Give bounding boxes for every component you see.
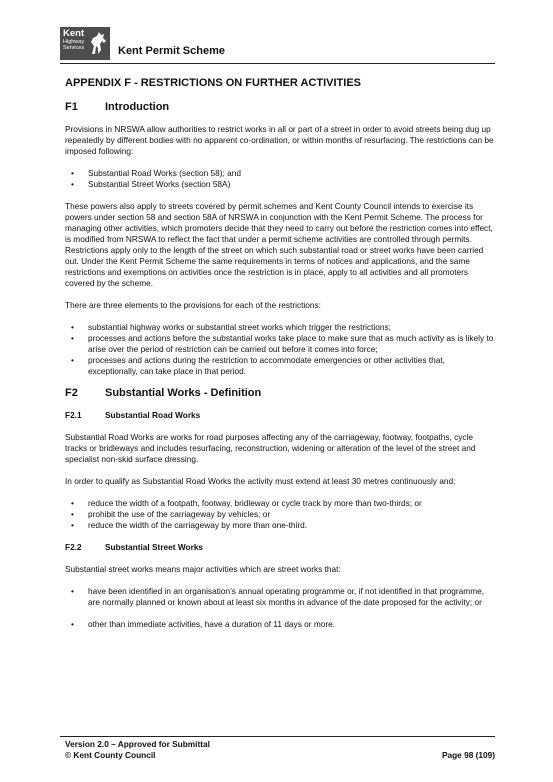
bullet-list: [65, 168, 495, 190]
section-heading-f2: [65, 388, 495, 399]
paragraph: Substantial street works means major activities which are street works that:: [65, 564, 341, 574]
kent-highway-services-logo: [60, 27, 110, 60]
list-item: [65, 586, 495, 608]
logo-text-services: Services: [63, 45, 85, 51]
subsection-number: F2.1: [65, 410, 82, 420]
footer-copyright: © Kent County Council: [65, 750, 156, 760]
logo-text-highway: Highway: [63, 39, 85, 45]
footer-page-number: Page 98 (109): [441, 750, 495, 760]
subsection-title: Substantial Street Works: [105, 542, 204, 552]
list-item-text: have been identified in an organisation’s annual operating programme or, if not identified in that programme, are normally planned or known about at least six months in advance of the date proposed for the activity; or: [88, 586, 485, 607]
bullet-list: [65, 322, 495, 377]
list-item: [65, 322, 495, 333]
list-item-text: processes and actions during the restriction to accommodate emergencies or other activities that, exceptionally, can take place in that period.: [88, 355, 445, 376]
list-item-text: other than immediate activities, have a duration of 11 days or more.: [88, 619, 336, 629]
paragraph: These powers also apply to streets covered by permit schemes and Kent County Council intends to exercise its powers under section 58 and section 58A of NRSWA in conjunction with the Kent Permit Scheme. The process for managing other activities, which promoters decide that they need to carry out before the restriction comes into effect, is modified from NRSWA to reflect the fact that under a permit scheme activities are controlled through permits. Restrictions apply only to the length of the street on which such substantial road or street works have been carried out. Under the Kent Permit Scheme the same requirements in terms of notices and applications, and the same restrictions and exemptions on activities once the restriction is in place, apply to all activities and all promoters covered by the scheme.: [65, 201, 493, 288]
list-item: [65, 498, 495, 509]
bullet-icon: •: [71, 498, 74, 508]
list-item: [65, 520, 495, 531]
bullet-list: [65, 498, 495, 531]
bullet-icon: •: [71, 168, 74, 178]
section-title: Substantial Works - Definition: [105, 387, 262, 399]
list-item-text: processes and actions before the substantial works take place to make sure that as much activity as is likely to arise over the period of restriction can be carried out before it comes into force;: [88, 333, 494, 354]
page-footer: [65, 739, 495, 761]
section-number: F1: [65, 101, 78, 113]
white-horse-icon: [88, 30, 108, 56]
section-title: Introduction: [105, 101, 170, 113]
list-item: [65, 355, 495, 377]
list-item-text: substantial highway works or substantial street works which trigger the restrictions;: [88, 322, 391, 332]
document-body: [65, 78, 495, 641]
footer-rule: [60, 736, 495, 737]
list-item-text: Substantial Street Works (section 58A): [88, 179, 231, 189]
list-item-text: reduce the width of the carriageway by more than one-third.: [88, 520, 308, 530]
list-item-text: prohibit the use of the carriageway by vehicles; or: [88, 509, 271, 519]
footer-version: Version 2.0 – Approved for Submittal: [65, 739, 210, 749]
bullet-icon: •: [71, 520, 74, 530]
document-header-title: Kent Permit Scheme: [118, 45, 225, 57]
section-heading-f1: [65, 102, 495, 113]
bullet-icon: •: [71, 179, 74, 189]
subsection-heading-f2-2: [65, 542, 495, 553]
subsection-title: Substantial Road Works: [105, 410, 201, 420]
section-number: F2: [65, 387, 78, 399]
list-item-text: Substantial Road Works (section 58); and: [88, 168, 241, 178]
paragraph: Provisions in NRSWA allow authorities to restrict works in all or part of a street in order to avoid streets being dug up repeatedly by different bodies with no apparent co-ordination, or within months of resurfacing. The restrictions can be imposed following:: [65, 124, 494, 156]
paragraph: There are three elements to the provisions for each of the restrictions:: [65, 300, 321, 310]
list-item: [65, 179, 495, 190]
bullet-icon: •: [71, 509, 74, 519]
list-item: [65, 619, 495, 630]
bullet-icon: •: [71, 322, 74, 332]
list-item: [65, 333, 495, 355]
appendix-title: APPENDIX F - RESTRICTIONS ON FURTHER ACTIVITIES: [65, 77, 361, 89]
paragraph: In order to qualify as Substantial Road Works the activity must extend at least 30 metres continuously and:: [65, 476, 456, 486]
logo-text-kent: Kent: [63, 28, 85, 39]
subsection-number: F2.2: [65, 542, 82, 552]
header-rule: [60, 63, 495, 64]
bullet-list: [65, 586, 495, 630]
paragraph: Substantial Road Works are works for road purposes affecting any of the carriageway, footway, footpaths, cycle tracks or bridleways and includes resurfacing, reconstruction, widening or alteration of the level of the street and specialist non-skid surface dressing.: [65, 432, 476, 464]
list-item: [65, 509, 495, 520]
list-item: [65, 168, 495, 179]
bullet-icon: •: [71, 619, 74, 629]
bullet-icon: •: [71, 333, 74, 343]
bullet-icon: •: [71, 355, 74, 365]
subsection-heading-f2-1: [65, 410, 495, 421]
bullet-icon: •: [71, 586, 74, 596]
list-item-text: reduce the width of a footpath, footway, bridleway or cycle track by more than two-thirds; or: [88, 498, 422, 508]
page-header: [60, 27, 500, 63]
